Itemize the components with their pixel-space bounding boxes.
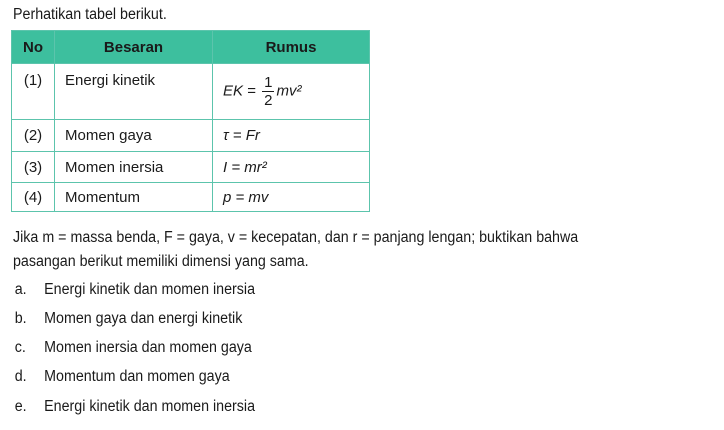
option-label: c. (14, 339, 26, 356)
cell-no: (4) (12, 183, 55, 212)
option-text: Momen gaya dan energi kinetik (44, 310, 243, 327)
fraction (262, 74, 274, 109)
option-label: d. (14, 368, 27, 385)
option-c (0, 339, 252, 357)
formula-rhs: mv² (276, 82, 302, 100)
cell-besaran: Momentum (55, 183, 213, 212)
option-label: a. (14, 281, 27, 298)
formula-lhs: EK (223, 82, 244, 100)
cell-no: (2) (12, 120, 55, 152)
option-label: e. (14, 398, 27, 415)
cell-rumus (213, 64, 370, 120)
cell-no: (1) (12, 64, 55, 120)
question-line-2: pasangan berikut memiliki dimensi yang sama. (13, 253, 309, 270)
option-text: Momentum dan momen gaya (44, 368, 230, 385)
numerator: 1 (264, 74, 273, 91)
cell-besaran: Momen inersia (55, 152, 213, 183)
question-line-1: Jika m = massa benda, F = gaya, v = kecepatan, dan r = panjang lengan; buktikan bahwa (13, 229, 579, 246)
cell-besaran: Momen gaya (55, 120, 213, 152)
option-a (0, 281, 255, 299)
cell-besaran: Energi kinetik (55, 64, 213, 120)
intro-text: Perhatikan tabel berikut. (13, 6, 167, 23)
header-rumus: Rumus (213, 31, 370, 64)
option-text: Momen inersia dan momen gaya (44, 339, 252, 356)
cell-rumus: τ = Fr (213, 120, 370, 152)
quantities-table (11, 30, 370, 212)
denominator: 2 (264, 92, 273, 109)
table-header-row (12, 31, 370, 64)
cell-rumus: I = mr² (213, 152, 370, 183)
formula-eq: = (247, 82, 256, 100)
cell-no: (3) (12, 152, 55, 183)
option-label: b. (14, 310, 27, 327)
table-row (12, 183, 370, 212)
header-no: No (12, 31, 55, 64)
option-text: Energi kinetik dan momen inersia (44, 398, 255, 415)
option-b (0, 310, 242, 328)
table-row (12, 64, 370, 120)
option-d (0, 368, 230, 386)
option-e (0, 398, 255, 416)
table-row (12, 120, 370, 152)
table-row (12, 152, 370, 183)
option-text: Energi kinetik dan momen inersia (44, 281, 255, 298)
cell-rumus: p = mv (213, 183, 370, 212)
header-besaran: Besaran (55, 31, 213, 64)
